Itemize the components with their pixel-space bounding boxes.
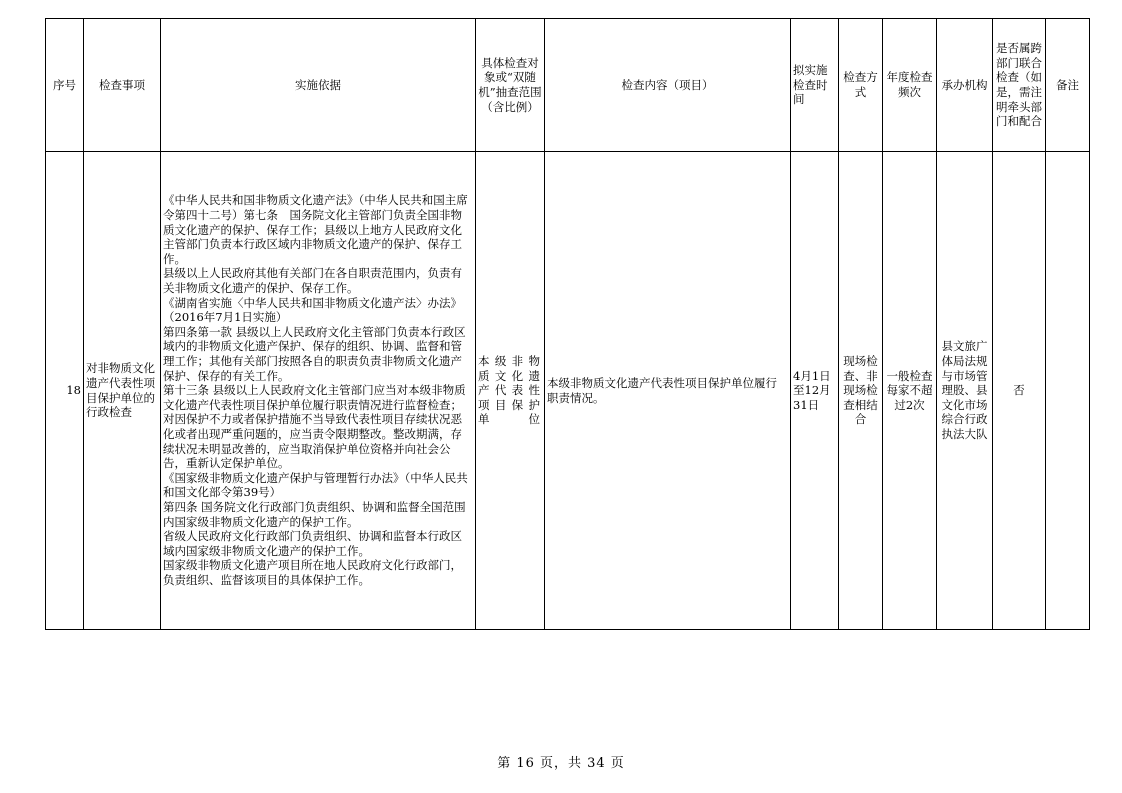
basis-paragraph: 《国家级非物质文化遗产保护与管理暂行办法》（中华人民共和国文化部令第39号） <box>163 470 468 500</box>
header-row <box>46 19 1090 152</box>
header-remark: 备注 <box>1046 19 1090 152</box>
header-target: 具体检查对象或“双随机”抽查范围（含比例） <box>476 19 545 152</box>
basis-paragraph: 《湖南省实施〈中华人民共和国非物质文化遗产法〉办法》（2016年7月1日实施） <box>163 295 462 325</box>
row-seq: 18 <box>46 152 84 630</box>
row-joint: 否 <box>993 152 1046 630</box>
basis-paragraph: 第四条第一款 县级以上人民政府文化主管部门负责本行政区域内的非物质文化遗产保护、保存的组织、协调、监督和管理工作；其他有关部门按照各自的职责负责非物质文化遗产保护、保存的有关工作。 <box>163 324 466 383</box>
row-basis <box>161 152 476 630</box>
header-method: 检查方式 <box>839 19 883 152</box>
row-method: 现场检查、非现场检查相结合 <box>839 152 883 630</box>
row-item: 对非物质文化遗产代表性项目保护单位的行政检查 <box>84 152 161 630</box>
basis-paragraph: 第四条 国务院文化行政部门负责组织、协调和监督全国范围内国家级非物质文化遗产的保护工作。 <box>163 499 466 529</box>
row-target: 本级非物质文化遗产代表性项目保护单位 <box>476 152 545 630</box>
header-content: 检查内容（项目） <box>545 19 791 152</box>
basis-paragraph: 县级以上人民政府其他有关部门在各自职责范围内，负责有关非物质文化遗产的保护、保存工作。 <box>163 266 462 296</box>
header-basis: 实施依据 <box>161 19 476 152</box>
table-row <box>46 152 1090 630</box>
basis-paragraph: 省级人民政府文化行政部门负责组织、协调和监督本行政区域内国家级非物质文化遗产的保护工作。 <box>163 529 462 558</box>
basis-paragraph: 第十三条 县级以上人民政府文化主管部门应当对本级非物质文化遗产代表性项目保护单位履行职责情况进行监督检查；对因保护不力或者保护措施不当导致代表性项目存续状况恶化或者出现严重问题的，应当责令限期整改。整改期满，存续状况未明显改善的，应当取消保护单位资格并向社会公告，重新认定保护单位。 <box>163 383 466 471</box>
row-time: 4月1日至12月31日 <box>791 152 839 630</box>
row-content: 本级非物质文化遗产代表性项目保护单位履行职责情况。 <box>545 152 791 630</box>
row-org: 县文旅广体局法规与市场管理股、县文化市场综合行政执法大队 <box>937 152 993 630</box>
row-freq: 一般检查每家不超过2次 <box>883 152 937 630</box>
header-org: 承办机构 <box>937 19 993 152</box>
header-item: 检查事项 <box>84 19 161 152</box>
header-freq: 年度检查频次 <box>883 19 937 152</box>
basis-paragraph: 国家级非物质文化遗产项目所在地人民政府文化行政部门，负责组织、监督该项目的具体保护工作。 <box>163 558 462 587</box>
inspection-table <box>45 18 1090 630</box>
header-time: 拟实施检查时间 <box>791 19 839 152</box>
header-seq: 序号 <box>46 19 84 152</box>
header-joint: 是否属跨部门联合检查（如是，需注明牵头部门和配合 <box>993 19 1046 152</box>
page-footer: 第 16 页，共 34 页 <box>497 756 625 771</box>
row-remark <box>1046 152 1090 630</box>
basis-paragraph: 《中华人民共和国非物质文化遗产法》（中华人民共和国主席令第四十二号）第七条 国务院文化主管部门负责全国非物质文化遗产的保护、保存工作；县级以上地方人民政府文化主管部门负责本行政区域内非物质文化遗产的保护、保存工作。 <box>163 193 468 266</box>
